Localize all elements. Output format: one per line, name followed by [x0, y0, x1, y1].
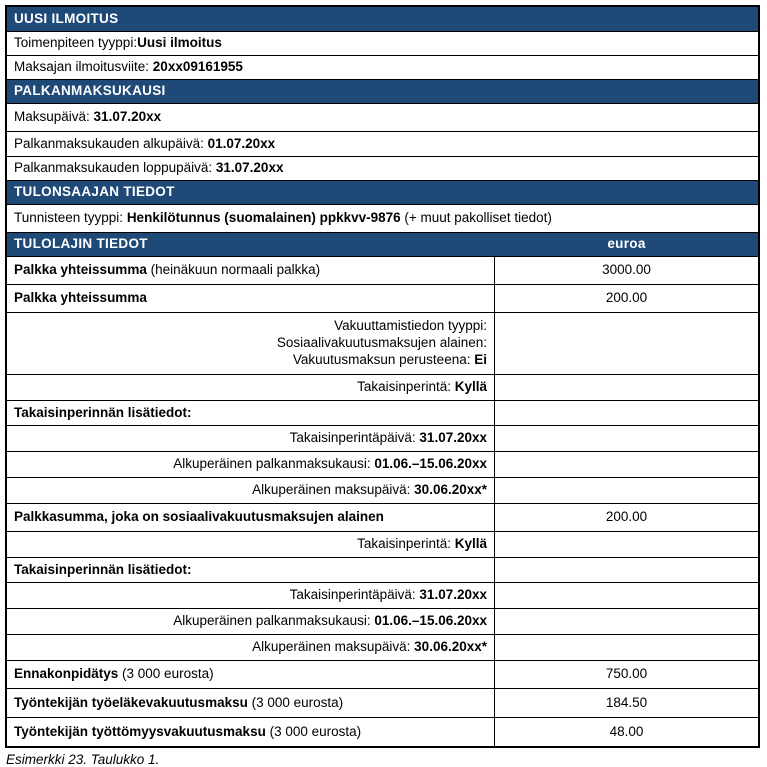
row-label: Takaisinperintä: Kyllä — [357, 379, 487, 395]
row-label: Työntekijän työttömyysvakuutusmaksu (3 000 eurosta) — [14, 723, 362, 739]
table-row — [7, 503, 758, 531]
row-label-cell — [7, 313, 495, 374]
row-label: Alkuperäinen maksupäivä: 30.06.20xx* — [252, 639, 487, 655]
row-label: Takaisinperinnän lisätiedot: — [14, 404, 192, 420]
row-label-cell — [7, 635, 495, 660]
row-label-cell — [7, 132, 758, 156]
section-header-label: PALKANMAKSUKAUSI — [14, 83, 166, 99]
euro-column-header-cell — [495, 233, 758, 256]
row-label: Alkuperäinen maksupäivä: 30.06.20xx* — [252, 482, 487, 498]
section-header-row — [7, 79, 758, 103]
section-header-row — [7, 180, 758, 204]
row-value-cell — [495, 661, 758, 688]
table-row — [7, 374, 758, 400]
row-label: Sosiaalivakuutusmaksujen alainen: — [276, 335, 487, 351]
row-value-cell — [495, 401, 758, 425]
row-value-cell — [495, 478, 758, 503]
table-row — [7, 156, 758, 180]
row-label: Takaisinperintä: Kyllä — [357, 536, 487, 552]
table-row — [7, 312, 758, 374]
table-row — [7, 284, 758, 312]
row-value-cell — [495, 532, 758, 557]
row-value-cell — [495, 313, 758, 374]
table-caption: Esimerkki 23. Taulukko 1. — [6, 752, 160, 767]
section-header-label: UUSI ILMOITUS — [14, 10, 119, 26]
row-label-cell — [7, 56, 758, 79]
row-label-cell — [7, 689, 495, 717]
row-value-cell — [495, 635, 758, 660]
row-label: Alkuperäinen palkanmaksukausi: 01.06.–15.06.20xx — [173, 613, 487, 629]
row-label-cell — [7, 205, 758, 232]
row-value: 200.00 — [605, 290, 648, 306]
section-header-cell — [7, 80, 758, 103]
row-label: Työntekijän työeläkevakuutusmaksu (3 000 eurosta) — [14, 694, 344, 710]
row-label-cell — [7, 157, 758, 180]
table-row — [7, 608, 758, 634]
row-value-cell — [495, 375, 758, 400]
row-label-cell — [7, 104, 758, 131]
row-label: Palkka yhteissumma — [14, 290, 147, 306]
table-row — [7, 400, 758, 425]
table-row — [7, 451, 758, 477]
report-table — [5, 5, 760, 748]
row-label: Palkanmaksukauden loppupäivä: 31.07.20xx — [14, 160, 284, 176]
row-value-cell — [495, 504, 758, 531]
row-label: Palkka yhteissumma (heinäkuun normaali palkka) — [14, 262, 321, 278]
row-label: Takaisinperintäpäivä: 31.07.20xx — [289, 430, 487, 446]
column-header-cell — [7, 233, 495, 256]
row-label-cell — [7, 375, 495, 400]
table-row — [7, 477, 758, 503]
row-value-cell — [495, 609, 758, 634]
row-label: Tunnisteen tyyppi: Henkilötunnus (suomalainen) ppkkvv-9876 (+ muut pakolliset tiedot) — [14, 210, 552, 226]
table-row — [7, 660, 758, 688]
row-label-cell — [7, 452, 495, 477]
row-label: Vakuuttamistiedon tyyppi: — [334, 318, 487, 334]
row-label: Vakuutusmaksun perusteena: Ei — [292, 351, 487, 367]
section-header-row — [7, 7, 758, 31]
row-value-cell — [495, 285, 758, 312]
row-label: Maksajan ilmoitusviite: 20xx09161955 — [14, 59, 243, 75]
row-label-cell — [7, 558, 495, 582]
row-label-cell — [7, 609, 495, 634]
section-header-cell — [7, 7, 758, 31]
table-row — [7, 55, 758, 79]
row-value-cell — [495, 452, 758, 477]
row-label-cell — [7, 426, 495, 451]
row-label-cell — [7, 285, 495, 312]
row-label-cell — [7, 478, 495, 503]
row-value-cell — [495, 718, 758, 746]
row-label-cell — [7, 583, 495, 608]
table-row — [7, 531, 758, 557]
table-row — [7, 425, 758, 451]
table-row — [7, 131, 758, 156]
row-value-cell — [495, 689, 758, 717]
row-label-cell — [7, 257, 495, 284]
row-label: Takaisinperinnän lisätiedot: — [14, 561, 192, 577]
row-label-cell — [7, 718, 495, 746]
table-row — [7, 582, 758, 608]
table-row — [7, 557, 758, 582]
table-row — [7, 31, 758, 55]
table-row — [7, 717, 758, 746]
row-label: Palkanmaksukauden alkupäivä: 01.07.20xx — [14, 135, 276, 151]
table-row — [7, 103, 758, 131]
row-label: Maksupäivä: 31.07.20xx — [14, 109, 162, 125]
table-row — [7, 256, 758, 284]
section-header-label: TULONSAAJAN TIEDOT — [14, 184, 175, 200]
row-label: Ennakonpidätys (3 000 eurosta) — [14, 666, 214, 682]
column-header-label: TULOLAJIN TIEDOT — [14, 236, 148, 252]
row-value-cell — [495, 558, 758, 582]
row-value: 200.00 — [605, 509, 648, 525]
row-value: 3000.00 — [602, 262, 651, 278]
euro-column-header: euroa — [607, 236, 646, 252]
row-label-cell — [7, 32, 758, 55]
row-value: 184.50 — [605, 694, 648, 710]
table-row — [7, 688, 758, 717]
section-header-cell — [7, 181, 758, 204]
row-label: Alkuperäinen palkanmaksukausi: 01.06.–15.06.20xx — [173, 456, 487, 472]
row-label-cell — [7, 661, 495, 688]
row-label: Takaisinperintäpäivä: 31.07.20xx — [289, 587, 487, 603]
column-header-row — [7, 232, 758, 256]
row-value-cell — [495, 426, 758, 451]
row-label: Toimenpiteen tyyppi:Uusi ilmoitus — [14, 35, 222, 51]
row-value: 48.00 — [609, 723, 644, 739]
row-value-cell — [495, 583, 758, 608]
row-label: Palkkasumma, joka on sosiaalivakuutusmaksujen alainen — [14, 509, 384, 525]
table-row — [7, 204, 758, 232]
table-row — [7, 634, 758, 660]
row-label-cell — [7, 504, 495, 531]
row-label-cell — [7, 401, 495, 425]
row-value-cell — [495, 257, 758, 284]
row-value: 750.00 — [605, 666, 648, 682]
row-label-cell — [7, 532, 495, 557]
